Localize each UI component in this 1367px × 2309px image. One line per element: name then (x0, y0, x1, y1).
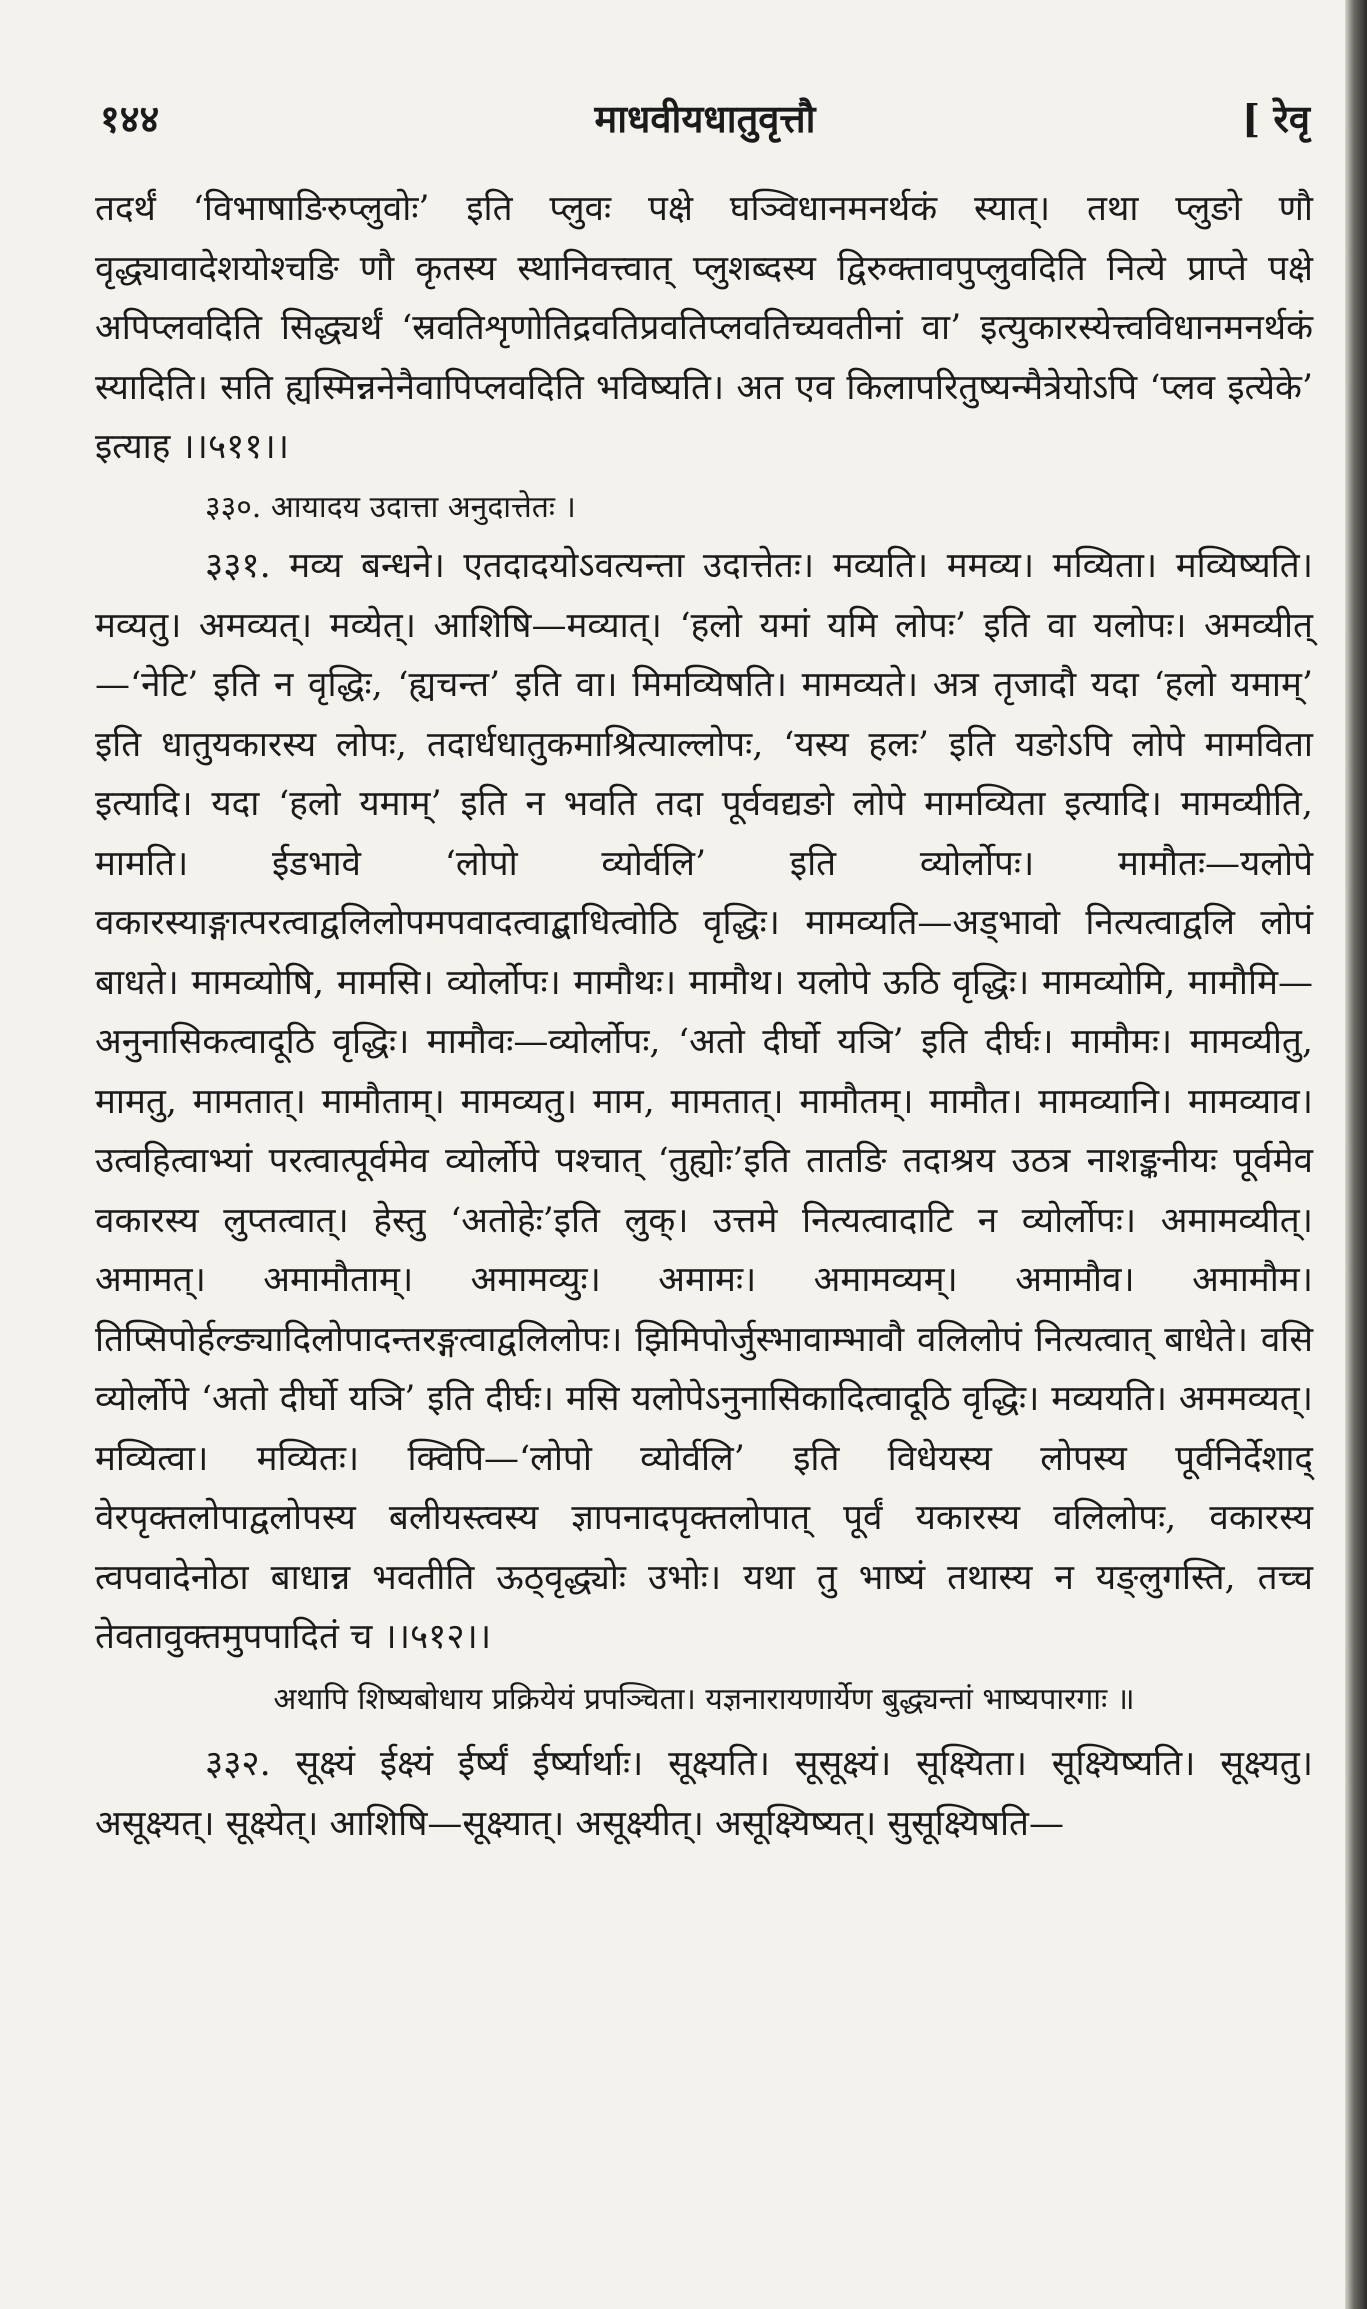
page-header (100, 92, 1310, 152)
page-number: १४४ (100, 96, 160, 141)
page-body (95, 180, 1313, 1854)
running-title: माधवीयधातुवृत्तौ (594, 96, 816, 141)
sutra-331: ३३१. मव्य बन्धने। एतदादयोऽवत्यन्ता उदात्तेतः। मव्यति। ममव्य। मव्यिता। मव्यिष्यति। मव्यतु। अमव्यत्। मव्येत्। आशिषि—मव्यात्। ‘हलो यमां यमि लोपः’ इति वा यलोपः। अमव्यीत्—‘नेटि’ इति न वृद्धिः, ‘ह्यचन्त’ इति वा। मिमव्यिषति। मामव्यते। अत्र तृजादौ यदा ‘हलो यमाम्’ इति धातुयकारस्य लोपः, तदार्धधातुकमाश्रित्याल्लोपः, ‘यस्य हलः’ इति यङोऽपि लोपे मामविता इत्यादि। यदा ‘हलो यमाम्’ इति न भवति तदा पूर्ववद्यङो लोपे मामव्यिता इत्यादि। मामव्यीति, मामति। ईडभावे ‘लोपो व्योर्वलि’ इति व्योर्लोपः। मामौतः—यलोपे वकारस्याङ्गात्परत्वाद्वलिलोपमपवादत्वाद्बाधित्वोठि वृद्धिः। मामव्यति—अड्भावो नित्यत्वाद्वलि लोपं बाधते। मामव्योषि, मामसि। व्योर्लोपः। मामौथः। मामौथ। यलोपे ऊठि वृद्धिः। मामव्योमि, मामौमि—अनुनासिकत्वादूठि वृद्धिः। मामौवः—व्योर्लोपः, ‘अतो दीर्घो यञि’ इति दीर्घः। मामौमः। मामव्यीतु, मामतु, मामतात्। मामौताम्। मामव्यतु। माम, मामतात्। मामौतम्। मामौत। मामव्यानि। मामव्याव। उत्वहित्वाभ्यां परत्वात्पूर्वमेव व्योर्लोपे पश्चात् ‘तुह्योः’इति तातङि तदाश्रय उठत्र नाशङ्कनीयः पूर्वमेव वकारस्य लुप्तत्वात्। हेस्तु ‘अतोहेः’इति लुक्। उत्तमे नित्यत्वादाटि न व्योर्लोपः। अमामव्यीत्। अमामत्। अमामौताम्। अमामव्युः। अमामः। अमामव्यम्। अमामौव। अमामौम। तिप्सिपोर्हल्ङ्यादिलोपादन्तरङ्गत्वाद्वलिलोपः। झिमिपोर्जुस्भावाम्भावौ वलिलोपं नित्यत्वात् बाधेते। वसि व्योर्लोपे ‘अतो दीर्घो यञि’ इति दीर्घः। मसि यलोपेऽनुनासिकादित्वादूठि वृद्धिः। मव्ययति। अममव्यत्। मव्यित्वा। मव्यितः। क्विपि—‘लोपो व्योर्वलि’ इति विधेयस्य लोपस्य पूर्वनिर्देशाद् वेरपृक्तलोपाद्वलोपस्य बलीयस्त्वस्य ज्ञापनादपृक्तलोपात् पूर्वं यकारस्य वलिलोपः, वकारस्य त्वपवादेनोठा बाधान्न भवतीति ऊठ्वृद्ध्योः उभोः। यथा तु भाष्यं तथास्य न यङ्लुगस्ति, तच्च तेवतावुक्तमुपपादितं च ।।५१२।। (95, 546, 1313, 1657)
section-mark: [ रेवृ (1242, 96, 1310, 141)
paragraph-continuation: तदर्थं ‘विभाषाङिरुप्लुवोः’ इति प्लुवः पक्षे घञ्विधानमनर्थकं स्यात्। तथा प्लुङो णौ वृद्ध्यावादेशयोश्चङि णौ कृतस्य स्थानिवत्त्वात् प्लुशब्दस्य द्विरुक्तावपुप्लुवदिति नित्ये प्राप्ते पक्षे अपिप्लवदिति सिद्ध्यर्थं ‘स्रवतिशृणोतिद्रवतिप्रवतिप्लवतिच्यवतीनां वा’ इत्युकारस्येत्त्वविधानमनर्थकं स्यादिति। सति ह्यस्मिन्ननेनैवापिप्लवदिति भविष्यति। अत एव किलापरितुष्यन्मैत्रेयोऽपि ‘प्लव इत्येके’ इत्याह ।।५११।। (95, 189, 1313, 467)
page-edge (1345, 0, 1367, 2309)
sutra-332: ३३२. सूक्ष्यं ईक्ष्यं ईर्ष्यं ईर्ष्यार्थाः। सूक्ष्यति। सूसूक्ष्यं। सूक्ष्यिता। सूक्ष्यिष्यति। सूक्ष्यतु। असूक्ष्यत्। सूक्ष्येत्। आशिषि—सूक्ष्यात्। असूक्ष्यीत्। असूक्ष्यिष्यत्। सुसूक्ष्यिषति— (95, 1744, 1313, 1844)
sutra-330: ३३०. आयादय उदात्ता अनुदात्तेतः । (205, 489, 576, 525)
verse: अथापि शिष्यबोधाय प्रक्रियेयं प्रपञ्चिता। यज्ञनारायणार्येण बुद्ध्यन्तां भाष्यपारगाः ॥ (273, 1681, 1135, 1717)
